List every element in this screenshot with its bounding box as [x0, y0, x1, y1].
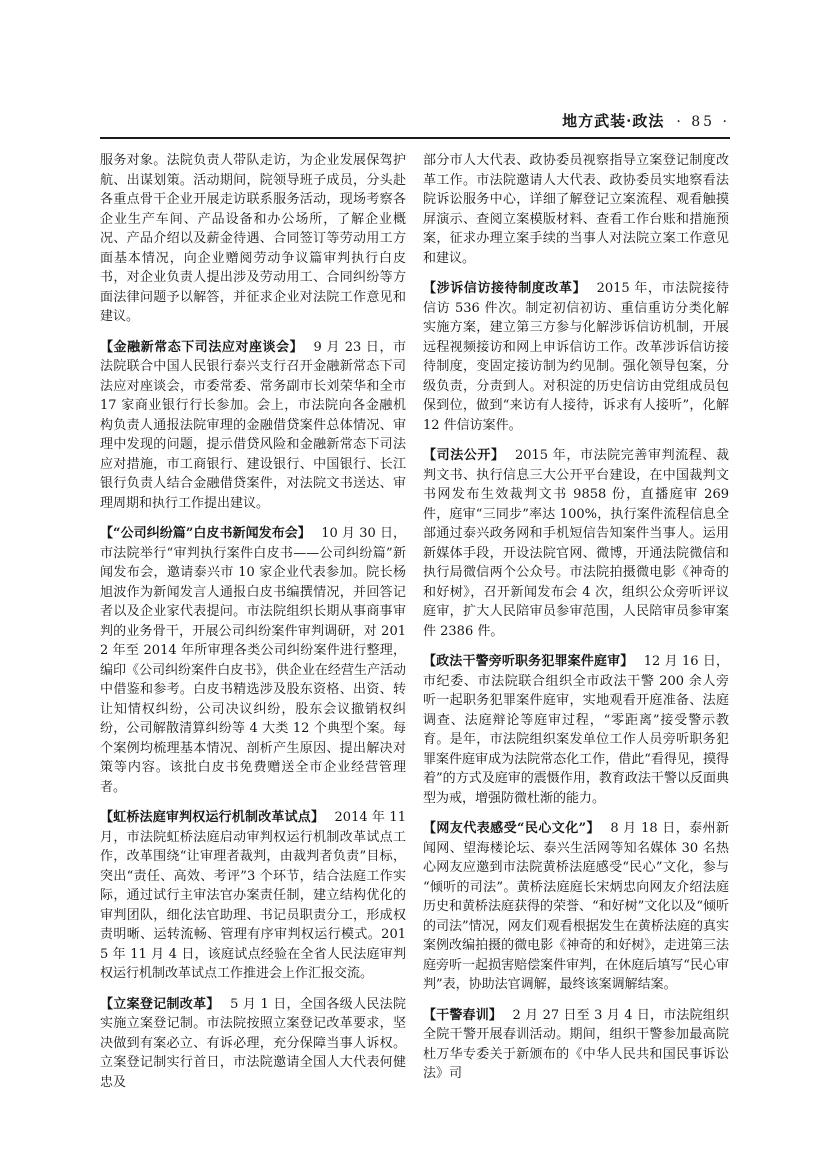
header-page-number: · 85 ·: [676, 114, 730, 130]
header-section-title: 地方武装·政法: [562, 112, 665, 130]
entry-title: 【“公司纠纷篇”白皮书新闻发布会】: [100, 526, 311, 541]
continuation-paragraph: [423, 151, 729, 268]
entry-text: 2014 年 11 月，市法院虹桥法庭启动审判权运行机制改革试点工作，改革围绕“让审理者裁判，由裁判者负责”目标，突出“责任、高效、考评”3 个环节，结合法庭工作实际，通过试行主审法官办案责任制，建立结构优化的审判团队，细化法官助理、书记员职责分工，形成权责明晰、运转流畅、管理有序审判权运行模式。2015 年 11 月 4 日，该庭试点经验在全省人民法庭审判权运行机制改革试点工作推进会上作汇报交流。: [100, 810, 406, 981]
entry-text: 2015 年，市法院完善审判流程、裁判文书、执行信息三大公开平台建设，在中国裁判文书网发布生效裁判文书 9858 份，直播庭审 269 件，庭审“三同步”率达 100%，执行案件流程信息全部通过泰兴政务网和手机短信告知案件当事人。运用新媒体手段，开设法院官网、微博，开通法院微信和执行局微信两个公众号。市法院拍摄微电影《神奇的和好树》，召开新闻发布会 4 次，组织公众旁听评议庭审，扩大人民陪审员参审范围，人民陪审员参审案件 2386 件。: [423, 448, 729, 639]
entry: [100, 995, 406, 1093]
entry-title: 【立案登记制改革】: [100, 996, 220, 1012]
entry-text: 部分市人大代表、政协委员视察指导立案登记制度改革工作。市法院邀请人大代表、政协委员实地察看法院诉讼服务中心，详细了解登记立案流程、观看触摸屏演示、查阅立案模版材料、查看工作台账和措施预案，征求办理立案手续的当事人对法院立案工作意见和建议。: [423, 153, 729, 266]
entry: [423, 819, 729, 995]
entry-text: 10 月 30 日，市法院举行“审判执行案件白皮书——公司纠纷篇”新闻发布会，邀请泰兴市 10 家企业代表参加。院长杨旭波作为新闻发言人通报白皮书编撰情况，并回答记者以及企业家代表提问。市法院组织长期从事商事审判的业务骨干，开展公司纠纷案件审判调研，对 2012 年至 2014 年所审理各类公司纠纷案件进行整理，编印《公司纠纷案件白皮书》，供企业在经营生产活动中借鉴和参考。白皮书精选涉及股东资格、出资、转让知情权纠纷，公司决议纠纷，股东会议撤销权纠纷，公司解散清算纠纷等 4 大类 12 个典型个案。每个案例均梳理基本情况、剖析产生原因、提出解决对策等内容。该批白皮书免费赠送全市企业经营管理者。: [100, 526, 406, 795]
entry: [100, 524, 406, 797]
entry: [100, 808, 406, 984]
entry-title: 【金融新常态下司法应对座谈会】: [100, 339, 304, 355]
entry-text: 2015 年，市法院接待信访 536 件次。制定初信初访、重信重访分类化解实施方案，建立第三方参与化解涉诉信访机制，开展远程视频接访和网上申诉信访工作。改革涉诉信访接待制度，变固定接访制为约见制。强化领导包案，分级负责，分责到人。对积淀的历史信访由党组成员包保到位，做到“来访有人接待，诉求有人接听”，化解 12 件信访案件。: [423, 281, 729, 433]
continuation-paragraph: [100, 151, 406, 327]
entry: [423, 652, 729, 808]
entry-text: 9 月 23 日，市法院联合中国人民银行泰兴支行召开金融新常态下司法应对座谈会，市委常委、常务副市长刘荣华和全市 17 家商业银行行长参加。会上，市法院向各金融机构负责人通报法院审理的金融借贷案件总体情况、审理中发现的问题，提示借贷风险和金融新常态下司法应对措施，市工商银行、建设银行、中国银行、长江银行负责人结合金融借贷案件，对法院文书送达、审理周期和执行工作提出建议。: [100, 339, 406, 511]
entry-text: 2 月 27 日至 3 月 4 日，市法院组织全院干警开展春训活动。期间，组织干警参加最高院杜万华专委关于新颁布的《中华人民共和国民事诉讼法》司: [423, 1007, 729, 1081]
entry-title: 【司法公开】: [423, 448, 505, 463]
entry-title: 【政法干警旁听职务犯罪案件庭审】: [423, 654, 634, 669]
column-left: [100, 151, 406, 1103]
entry-text: 8 月 18 日，泰州新闻网、望海楼论坛、泰兴生活网等知名媒体 30 名热心网友应邀到市法院黄桥法庭感受“民心”文化，参与“倾听的司法”。黄桥法庭庭长宋炳忠向网友介绍法庭历史和黄桥法庭获得的荣誉、“和好树”文化以及“倾听的司法”情况，网友们观看根据发生在黄桥法庭的真实案例改编拍摄的微电影《神奇的和好树》，走进第三法庭旁听一起损害赔偿案件审判，在休庭后填写“民心审判”表，协助法官调解，最终该案调解结案。: [423, 821, 729, 992]
header-rule: [100, 137, 730, 139]
entry-text: 12 月 16 日，市纪委、市法院联合组织全市政法干警 200 余人旁听一起职务犯罪案件庭审，实地观看开庭准备、法庭调查、法庭辩论等庭审过程，“零距离”接受警示教育。是年，市法院组织案发单位工作人员旁听职务犯罪案件庭审成为法院常态化工作，借此“看得见，摸得着”的方式及庭审的震慑作用，教育政法干警以反面典型为戒，增强防微杜渐的能力。: [423, 654, 729, 806]
entry-title: 【网友代表感受“民心文化”】: [423, 821, 600, 836]
entry-text: 服务对象。法院负责人带队走访，为企业发展保驾护航、出谋划策。活动期间，院领导班子成员，分头赴各重点骨干企业开展走访联系服务活动，现场考察各企业生产车间、产品设备和办公场所，了解企业概况、产品介绍以及薪金待遇、合同签订等劳动用工方面基本情况，向企业赠阅劳动争议篇审判执行白皮书，对企业负责人提出涉及劳动用工、合同纠纷等方面法律问题予以解答，并征求企业对法院工作意见和建议。: [100, 153, 406, 324]
entry: [100, 338, 406, 514]
entry-title: 【涉诉信访接待制度改革】: [423, 281, 587, 296]
entry-title: 【干警春训】: [423, 1007, 503, 1023]
page-header: [100, 110, 730, 133]
page-content: [100, 0, 730, 1103]
entry: [423, 279, 729, 435]
article-columns: [100, 151, 730, 1103]
entry-text: 5 月 1 日，全国各级人民法院实施立案登记制。市法院按照立案登记改革要求，坚决做到有案必立、有诉必理，充分保障当事人诉权。立案登记制实行首日，市法院邀请全国人大代表何健忠及: [100, 996, 406, 1090]
entry-title: 【虹桥法庭审判权运行机制改革试点】: [100, 810, 325, 825]
entry: [423, 1006, 729, 1084]
entry: [423, 446, 729, 641]
column-right: [423, 151, 729, 1103]
